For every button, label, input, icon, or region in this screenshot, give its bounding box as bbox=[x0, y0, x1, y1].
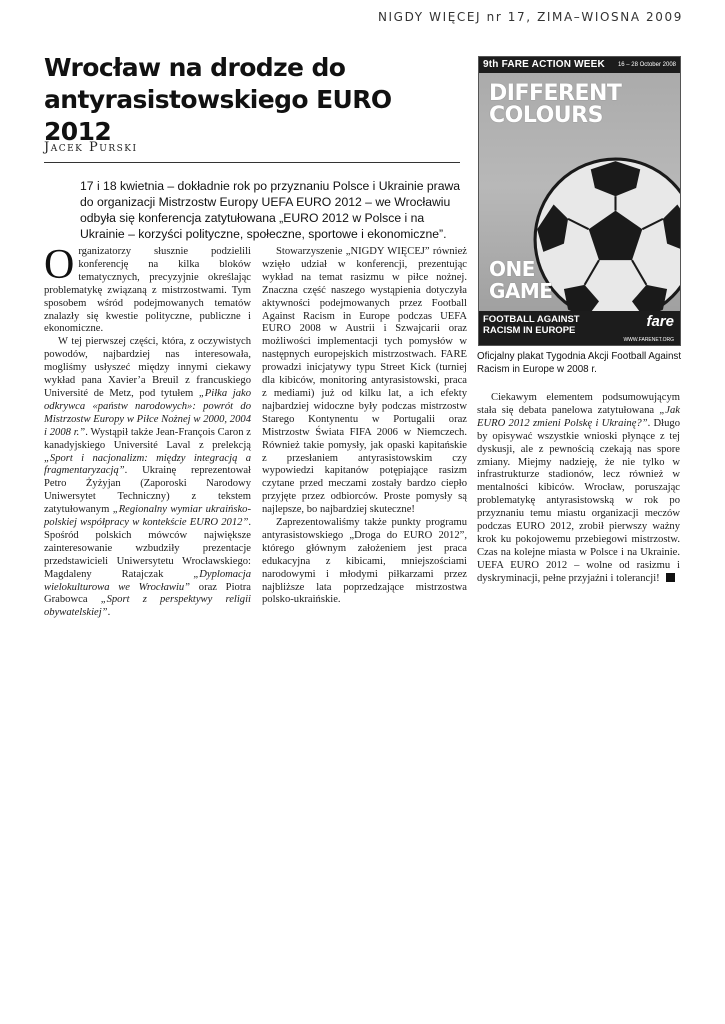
talk-title: „Sport z perspektywy religii obywatelskiej” bbox=[44, 594, 251, 619]
poster-event-title: 9th FARE ACTION WEEK bbox=[483, 59, 605, 70]
poster-headline-2: COLOURS bbox=[489, 103, 603, 128]
article-author: Jacek Purski bbox=[44, 140, 138, 155]
poster-caption: Oficjalny plakat Tygodnia Akcji Football Against Racism in Europe w 2008 r. bbox=[477, 351, 682, 375]
end-of-article-mark bbox=[666, 573, 675, 582]
author-divider bbox=[44, 162, 460, 163]
poster-dates: 16 – 28 October 2008 bbox=[617, 62, 676, 68]
paragraph-text: . Ukrainę reprezentował Petro Żyżyjan (Zaporoski Narodowy Uniwersytet Techniczny) z tekstem zatytułowanym bbox=[44, 465, 251, 516]
paragraph-text: oraz Piotra Grabowca bbox=[44, 581, 251, 606]
fare-poster-image bbox=[478, 56, 681, 346]
text-column-1 bbox=[44, 242, 251, 620]
drop-cap: O bbox=[44, 242, 75, 288]
paragraph bbox=[44, 336, 251, 620]
poster-tagline: FOOTBALL AGAINST RACISM IN EUROPE bbox=[483, 314, 580, 336]
paragraph-text: . Spośród polskich mówców największe zainteresowanie wzbudziły prezentacje przedstawicieli Uniwersytetu Wrocławskiego: Magdaleny Ratajczak bbox=[44, 517, 251, 580]
paragraph-text: . Długo by opisywać wszystkie wnioski płynące z tej dyskusji, ale z pewnością czekają nas spore zmiany. Miejmy nadzieję, że nie tylko w infrastrukturze stadionów, lecz również w mentalności kibiców. Wrocław, poruszając problematykę antyrasistowską w rok po przyznaniu temu miastu organizacji meczów podczas EURO 2012, zrobił pierwszy ważny krok ku pokojowemu przebiegowi mistrzostw. Czas na kolejne miasta w Polsce i na Ukrainie. UEFA EURO 2012 – wolne od rasizmu i dyskryminacji, pełne przyjaźni i tolerancji! bbox=[477, 417, 681, 584]
article-title: Wrocław na drodze do antyrasistowskiego EURO 2012 bbox=[44, 53, 392, 146]
poster-top-bar bbox=[479, 57, 680, 73]
running-head: NIGDY WIĘCEJ nr 17, ZIMA–WIOSNA 2009 bbox=[377, 10, 683, 24]
paragraph-text: . bbox=[107, 607, 111, 619]
talk-title: „Regionalny wymiar ukraińsko-polskiej współpracy w kontekście EURO 2012” bbox=[44, 504, 251, 529]
paragraph: Stowarzyszenie „NIGDY WIĘCEJ” również wzięło udział w konferencji, prezentując wykład na temat rasizmu w piłce nożnej. Znaczna część naszego wystąpienia dotyczyła aktywności podejmowanych przez Football Against Racism in Europe podczas UEFA EURO 2008 w Austrii i Szwajcarii oraz możliwości implementacji tych pomysłów w następnych europejskich mistrzostwach. FARE prowadzi inicjatywy typu Street Kick (turniej dla kibiców, monitoring antyrasistowski, praca z mediami) już od kilku lat, a ich efekty najbardziej widoczne były podczas mistrzostw Starego Kontynentu w Portugalii oraz Mistrzostw Świata FIFA 2006 w Niemczech. Również takie pomysły, jak opaski kapitańskie z przesłaniem antyrasistowskim czy wypowiedzi kapitanów potępiające rasizm czytane przed meczami zostały bardzo ciepło przyjęte przez odbiorców. Proste pomysły są najlepsze, bo najbardziej skuteczne! bbox=[262, 246, 467, 516]
poster-url: WWW.FARENET.ORG bbox=[623, 337, 674, 343]
paragraph-text: W tej pierwszej części, która, z oczywistych powodów, najbardziej nas interesowała, mogliśmy usłyszeć między innymi ciekawy wykład pana Xavier’a Breuil z francuskiego Université de Metz, pod tytułem bbox=[44, 336, 251, 399]
talk-title: „Piłka jako odkrywca «państw narodowych»: powrót do Mistrzostw Europy w Piłce Nożnej w 2000, 2004 i 2008 r.” bbox=[44, 387, 251, 438]
talk-title: „Sport i nacjonalizm: między integracją a fragmentaryzacją” bbox=[44, 452, 251, 477]
paragraph bbox=[477, 392, 680, 586]
poster-subhead-2: GAME bbox=[489, 279, 553, 303]
football-graphic bbox=[533, 157, 681, 322]
talk-title: „Dyplomacja wielokulturowa we Wrocławiu” bbox=[44, 568, 251, 593]
article-lead: 17 i 18 kwietnia – dokładnie rok po przyznaniu Polsce i Ukrainie prawa do organizacji Mistrzostw Europy UEFA EURO 2012 – we Wrocławiu odbyła się konferencja zatytułowana „EURO 2012 w Polsce i na Ukrainie – korzyści polityczne, społeczne, sportowe i ekonomiczne”. bbox=[80, 179, 461, 241]
paragraph-text: Ciekawym elementem podsumowującym stała się debata panelowa zatytułowana bbox=[477, 392, 680, 416]
text-column-2 bbox=[262, 246, 467, 607]
paragraph bbox=[44, 242, 251, 336]
paragraph-text: rganizatorzy słusznie podzielili konferencję na kilka bloków tematycznych, precyzyjnie określając problematykę związaną z mistrzostwami. Tym sposobem wśród podejmowanych tematów znalazły się kwestie polityczne, publiczne i ekonomiczne. bbox=[44, 246, 251, 335]
debate-title: „Jak EURO 2012 zmieni Polskę i Ukrainę?” bbox=[477, 404, 680, 429]
paragraph: Zaprezentowaliśmy także punkty programu antyrasistowskiego „Droga do EURO 2012”, którego głównym założeniem jest praca edukacyjna z kibicami, mniejszościami narodowymi i młodymi piłkarzami przez najbliższe lata poprzedzające mistrzostwa polsko-ukraińskie. bbox=[262, 517, 467, 606]
text-column-3 bbox=[477, 392, 680, 586]
poster-bottom-bar bbox=[479, 311, 680, 345]
poster-headline-1: DIFFERENT bbox=[489, 81, 622, 106]
paragraph-text: . Wystąpił także Jean-François Caron z kanadyjskiego Université Laval z prelekcją bbox=[44, 426, 251, 451]
fare-logo: fare bbox=[646, 313, 674, 330]
poster-subhead-1: ONE bbox=[489, 257, 535, 281]
